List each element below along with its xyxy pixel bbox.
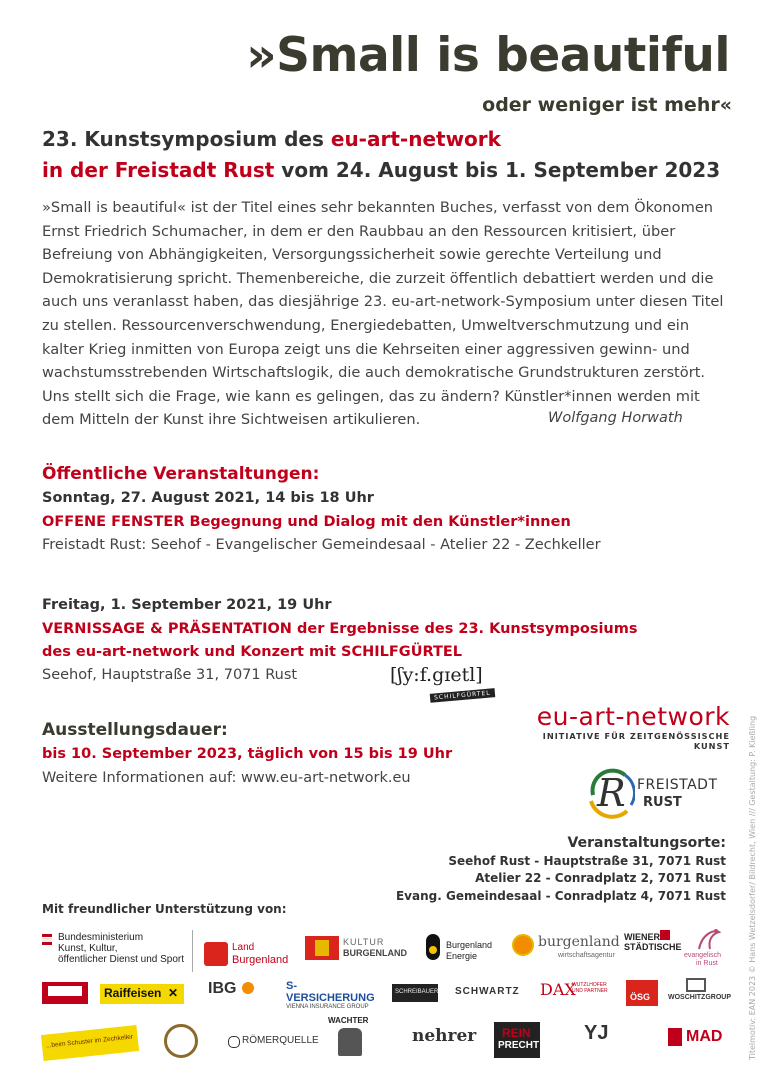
austria-flag-icon (42, 934, 52, 937)
heading-line-1 (42, 127, 501, 151)
wiener-staedtische-logo (624, 932, 680, 966)
events-title: Öffentliche Veranstaltungen: (42, 464, 320, 484)
land-line1: Land (232, 942, 255, 953)
energie-icon (426, 934, 440, 960)
wiener-cross-icon (660, 930, 670, 940)
heading-network: eu-art-network (330, 127, 501, 151)
event2-location: Seehof, Hauptstraße 31, 7071 Rust (42, 667, 298, 683)
evang-line1: evangelisch (684, 952, 721, 959)
freistadt-rust-logo (585, 765, 725, 820)
evang-line2: in Rust (696, 960, 718, 967)
ara-icon (48, 986, 82, 996)
ara-logo (42, 982, 88, 1004)
kultur-burgenland-logo (305, 936, 415, 966)
raiffeisen-cross-icon: ✕ (168, 986, 179, 1000)
raiffeisen-logo (100, 984, 184, 1004)
evangelisch-bird-icon (694, 924, 724, 954)
support-title: Mit freundlicher Unterstützung von: (42, 902, 287, 916)
yj-logo (584, 1022, 650, 1056)
heading-line-2 (42, 158, 720, 182)
land-burgenland-logo (204, 938, 289, 972)
raiffeisen-name: Raiffeisen (104, 986, 162, 1000)
venue-gemeindesaal: Evang. Gemeindesaal - Conradplatz 4, 7071 Rust (395, 888, 726, 903)
credits-side-note: Titelmotiv: EAN 2023 © Hans Wetzelsdorfer/ Bildrecht, Wien /// Gestaltung: P. Kießling (748, 715, 757, 1060)
woschitz-logo (668, 978, 734, 1008)
land-line2: Burgenland (232, 954, 289, 966)
event1-date: Sonntag, 27. August 2021, 14 bis 18 Uhr (42, 490, 374, 506)
poster-subtitle: oder weniger ist mehr« (482, 94, 732, 116)
burgenland-wirtschaft-logo (512, 934, 620, 966)
schwartz-name: SCHWARTZ (455, 986, 520, 997)
s-versicherung-logo (286, 980, 378, 1008)
intro-text: »Small is beautiful« ist der Titel eines sehr bekannten Buches, verfasst von dem Ökonomen Ernst Friedrich Schumacher, in dem er den Raubbau an den Ressourcen kritisiert, über Befreiung von Abhängigkeiten, Versorgungssicherheit sowie gerechte Verteilung und Demokratisierung spricht. Themenbereiche, die zurzeit öffentlich debattiert werden und die auch uns veranlasst haben, das diesjährige 23. eu-art-network-Symposium unter diesen Titel zu stellen. Ressourcenverschwendung, Energiedebatten, Umweltverschmutzung und ein kalter Krieg inmitten von Europa zeigt uns die Kehrseiten einer aggressiven gewinn- und wachstumsstrebenden Wirtschaftslogik, die auch demokratische Grundstrukturen zerstört. Uns stellt sich die Frage, wie kann es gelingen, das zu ändern? Künstler*innen werden mit dem Mitteln der Kunst ihre Sichtweisen artikulieren. (42, 199, 724, 429)
oesg-logo (626, 980, 658, 1006)
heading-text: 23. Kunstsymposium des (42, 127, 331, 151)
austria-flag-red (42, 942, 52, 945)
reinprecht-line2: PRECHT (498, 1040, 540, 1051)
yj-mark-icon: YJ (584, 1022, 609, 1044)
zechkeller-logo (41, 1025, 139, 1061)
ibg-dot-icon (242, 982, 254, 994)
woschitz-icon (686, 978, 706, 992)
energie-line2: Energie (446, 951, 478, 961)
event2-name-line2: des eu-art-network und Konzert mit SCHILFGÜRTEL (42, 644, 463, 660)
schwartz-logo (455, 986, 527, 1004)
kultur-burgenland-icon (305, 936, 339, 960)
ibg-logo (208, 980, 278, 1008)
venues-title: Veranstaltungsorte: (567, 835, 726, 851)
exhibition-info: Weitere Informationen auf: www.eu-art-network.eu (42, 770, 411, 786)
wachter-crest-icon (338, 1028, 362, 1056)
rust-logo-line2: RUST (643, 795, 682, 810)
event1-location: Freistadt Rust: Seehof - Evangelischer Gemeindesaal - Atelier 22 - Zechkeller (42, 537, 601, 553)
nehrer-name: nehrer (412, 1026, 477, 1046)
kultur-line1: KULTUR (343, 937, 385, 947)
eu-art-network-tagline: INITIATIVE FÜR ZEITGENÖSSISCHE KUNST (542, 731, 730, 751)
sun-icon (512, 934, 534, 956)
bgld-line2: wirtschaftsagentur (558, 952, 615, 959)
event2-date: Freitag, 1. September 2021, 19 Uhr (42, 597, 332, 613)
sv-line2: VIENNA INSURANCE GROUP (286, 1004, 369, 1010)
wiener-line2: STÄDTISCHE (624, 942, 682, 952)
mad-crest-icon (668, 1028, 682, 1046)
exhibition-title: Ausstellungsdauer: (42, 720, 228, 740)
wachter-name: WACHTER (328, 1016, 369, 1025)
heading-dates: vom 24. August bis 1. September 2023 (274, 158, 721, 182)
schreibauer-name: SCHREIBAUER (395, 989, 439, 995)
bm-line2: Kunst, Kultur, (58, 943, 118, 954)
reinprecht-logo (494, 1022, 540, 1058)
kultur-line2: BURGENLAND (343, 948, 407, 958)
exhibition-dates: bis 10. September 2023, täglich von 15 bis 19 Uhr (42, 746, 453, 762)
land-burgenland-icon (204, 942, 228, 966)
sv-line1: S-VERSICHERUNG (286, 980, 375, 1004)
ibg-name: IBG (208, 980, 237, 997)
wiener-line1: WIENER (624, 932, 660, 942)
heading-place: in der Freistadt Rust (42, 158, 275, 182)
event2-name-line1: VERNISSAGE & PRÄSENTATION der Ergebnisse des 23. Kunstsymposiums (42, 621, 638, 637)
rust-logo-letter: R (597, 771, 626, 815)
schilfguertel-mark: [ʃy:f.gɪetl] (390, 664, 483, 686)
roemerquelle-icon (228, 1036, 240, 1048)
event1-name: OFFENE FENSTER Begegnung und Dialog mit den Künstler*innen (42, 514, 571, 530)
bm-line3: öffentlicher Dienst und Sport (58, 954, 185, 965)
mad-name: MAD (686, 1028, 723, 1045)
eu-art-network-logo (520, 702, 730, 751)
evangelisch-rust-logo (684, 924, 734, 970)
nehrer-logo (412, 1026, 477, 1052)
dax-name: DAX (540, 980, 576, 999)
schreibauer-logo (392, 984, 438, 1002)
intro-author: Wolfgang Horwath (548, 410, 683, 426)
logo-divider (192, 930, 193, 972)
burgenland-energie-logo (426, 934, 506, 968)
mad-logo (668, 1024, 728, 1054)
woschitz-name: WOSCHITZGROUP (668, 994, 731, 1001)
bgld-line1: burgenland (538, 934, 620, 950)
schilfguertel-name: SCHILFGÜRTEL (430, 688, 495, 703)
roemerquelle-name: RÖMERQUELLE (242, 1035, 319, 1046)
reinprecht-line1: REIN (502, 1026, 531, 1040)
venue-atelier: Atelier 22 - Conradplatz 2, 7071 Rust (475, 871, 726, 885)
rust-logo-line1: FREISTADT (637, 777, 718, 793)
eu-art-network-name: eu-art-network (536, 702, 730, 731)
wachter-logo (326, 1016, 376, 1058)
poster-title: »Small is beautiful (246, 28, 730, 83)
energie-line1: Burgenland (446, 940, 493, 950)
venues-block (380, 835, 726, 905)
roemerquelle-logo (228, 1034, 319, 1050)
dax-sub: WUTZLHOFER UND PARTNER (572, 982, 608, 994)
dax-logo (540, 980, 616, 1008)
oesg-name: ÖSG (630, 992, 651, 1002)
bm-line1: Bundesministerium (58, 932, 144, 943)
venue-seehof: Seehof Rust - Hauptstraße 31, 7071 Rust (448, 853, 726, 868)
wine-seal-logo (164, 1024, 198, 1058)
zechkeller-name: ...beim Schuster im Zechkeller (45, 1033, 134, 1050)
schilfguertel-logo (390, 664, 500, 710)
